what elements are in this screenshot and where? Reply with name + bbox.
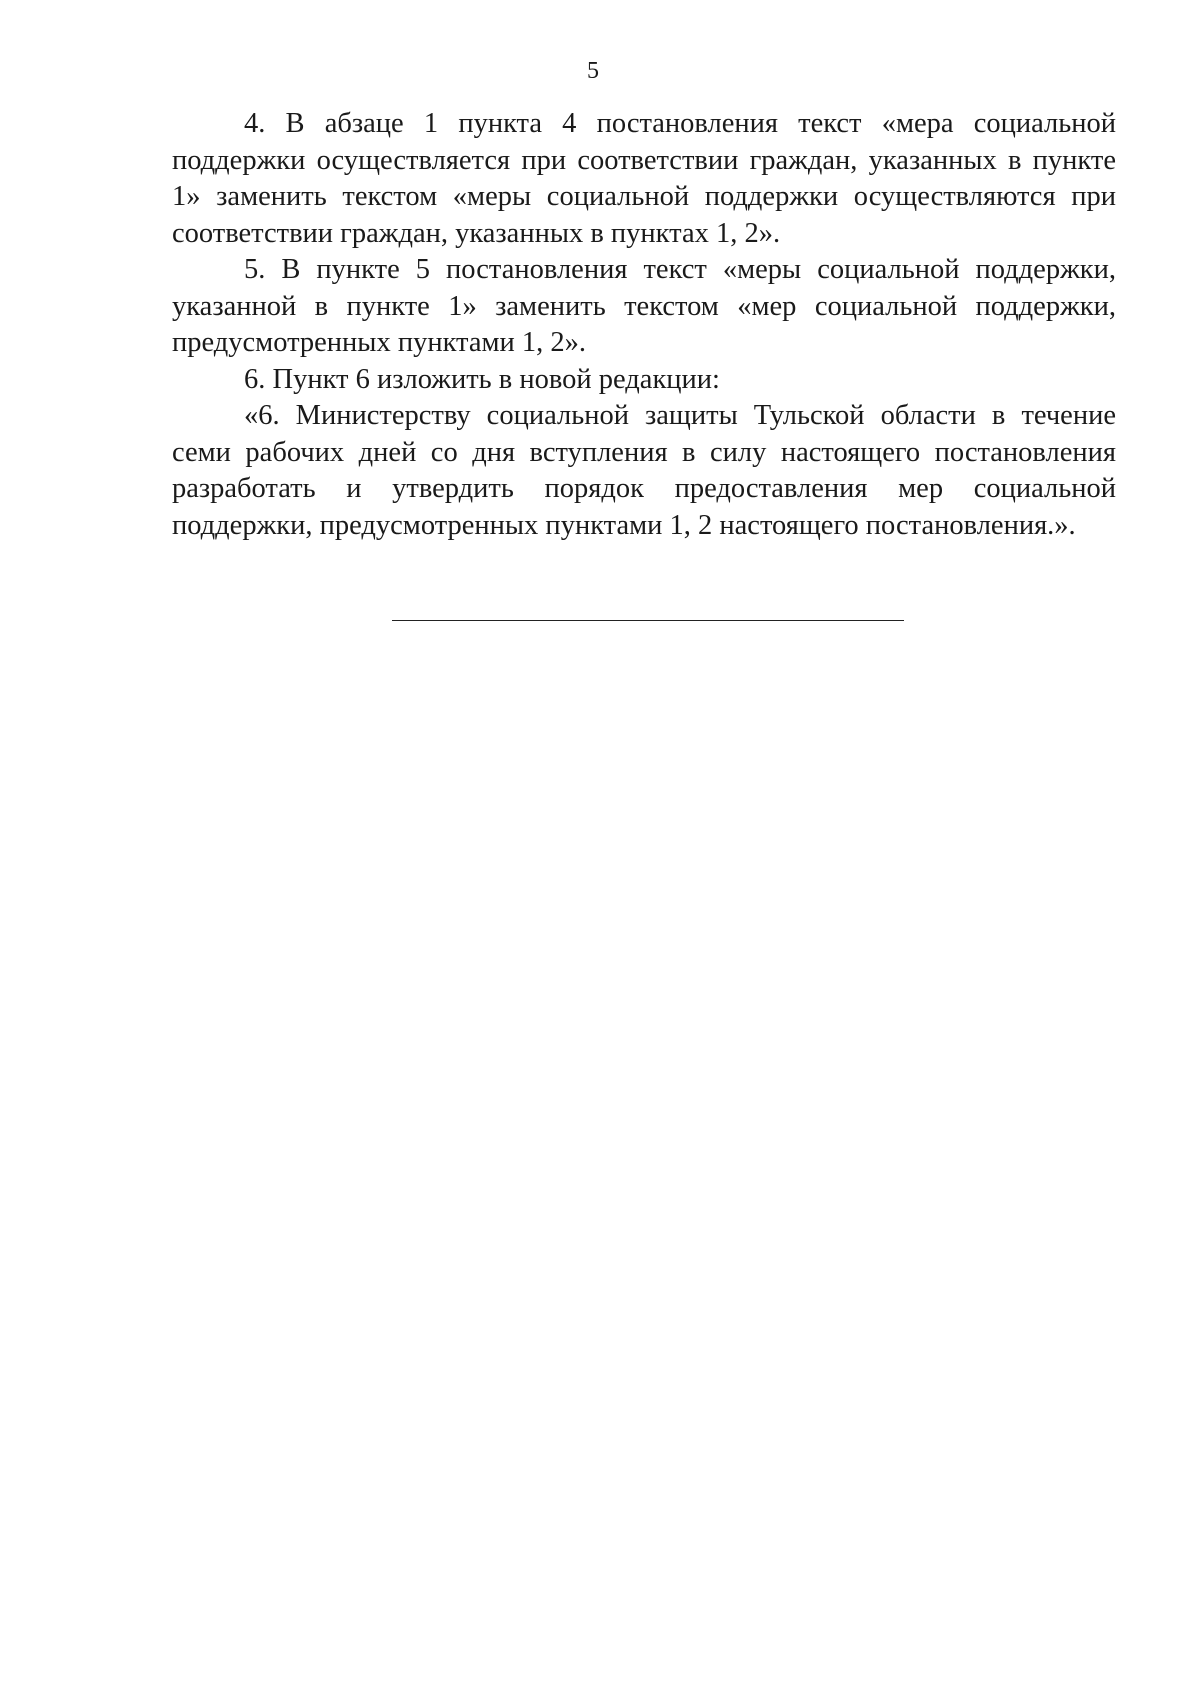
paragraph-item-4: 4. В абзаце 1 пункта 4 постановления текст «мера социальной поддержки осуществляется при соответствии граждан, указанных в пункте 1» заменить текстом «меры социальной поддержки осуществляются при соответствии граждан, указанных в пунктах 1, 2». bbox=[172, 108, 1116, 249]
paragraph-item-6-new-text: «6. Министерству социальной защиты Тульской области в течение семи рабочих дней со дня вступления в силу настоящего постановления разработать и утвердить порядок предоставления мер социальной поддержки, предусмотренных пунктами 1, 2 настоящего постановления.». bbox=[172, 400, 1116, 541]
document-body bbox=[172, 106, 1116, 544]
page-number: 5 bbox=[587, 58, 599, 84]
paragraph-item-5: 5. В пункте 5 постановления текст «меры социальной поддержки, указанной в пункте 1» заменить текстом «мер социальной поддержки, предусмотренных пунктами 1, 2». bbox=[172, 254, 1116, 358]
paragraph-item-6: 6. Пункт 6 изложить в новой редакции: bbox=[244, 363, 720, 395]
end-separator-line bbox=[392, 620, 904, 621]
